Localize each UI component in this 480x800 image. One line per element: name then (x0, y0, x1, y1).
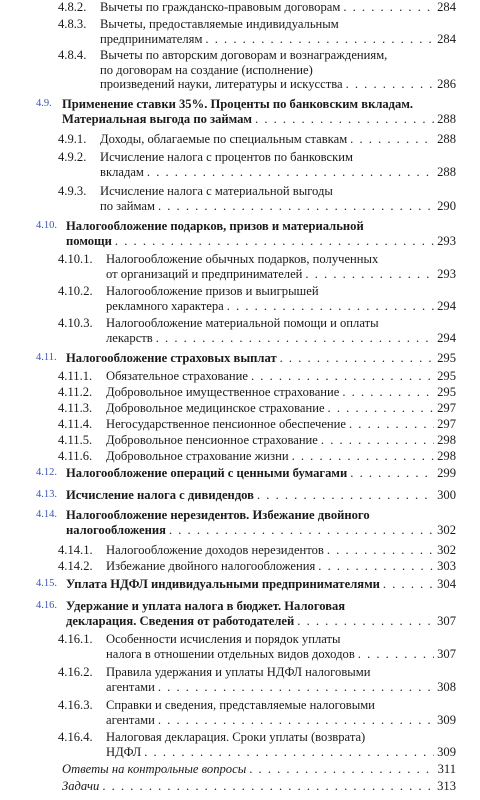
toc-entry-title: Налоговая декларация. Сроки уплаты (возврата) (106, 730, 366, 744)
leader-dots (292, 449, 435, 464)
toc-entry-title: налога в отношении отдельных видов доходов (106, 646, 355, 661)
toc-entry-title: Исчисление налога с материальной выгоды (100, 184, 333, 198)
leader-dots (158, 713, 434, 728)
toc-section-number: 4.11. (36, 352, 57, 363)
toc-entry-title: по договорам на создание (исполнение) (100, 62, 313, 77)
toc-section-number: 4.12. (36, 467, 57, 478)
toc-entry-page: 313 (437, 779, 456, 793)
leader-dots (102, 779, 434, 794)
toc-entry-title: Обязательное страхование (106, 369, 248, 383)
toc-entry-title: Особенности исчисления и порядок уплаты (106, 632, 341, 646)
toc-entry-number: 4.8.3. (58, 17, 87, 31)
toc-entry-number: 4.11.2. (58, 385, 93, 399)
toc-entry-title: Налогообложение обычных подарков, полученных (106, 252, 379, 266)
toc-entry-page: 284 (437, 0, 456, 14)
toc-entry-page: 284 (437, 31, 456, 46)
leader-dots (350, 132, 434, 147)
toc-entry-number: 4.10.1. (58, 252, 93, 266)
toc-entry-number: 4.9.2. (58, 150, 87, 164)
toc-entry-title: НДФЛ (106, 744, 142, 759)
toc-entry-title: Ответы на контрольные вопросы (62, 762, 247, 776)
toc-entry-title: по займам (100, 198, 155, 213)
toc-entry-page: 294 (437, 298, 456, 313)
leader-dots (147, 165, 434, 180)
toc-entry-page: 288 (437, 164, 456, 179)
toc-entry-number: 4.16.3. (58, 698, 93, 712)
toc-entry-number: 4.16.4. (58, 730, 93, 744)
toc-entry-title: Добровольное страхование жизни (106, 449, 289, 463)
toc-section-title: помощи (66, 233, 112, 248)
toc-entry-number: 4.10.3. (58, 316, 93, 330)
leader-dots (383, 577, 434, 592)
leader-dots (346, 77, 435, 92)
toc-entry-number: 4.8.2. (58, 0, 87, 14)
toc-entry-title: вкладам (100, 164, 144, 179)
leader-dots (321, 433, 434, 448)
toc-entry-page: 293 (437, 266, 456, 281)
toc-entry-number: 4.9.3. (58, 184, 87, 198)
toc-entry-title: Правила удержания и уплаты НДФЛ налоговыми (106, 665, 371, 679)
toc-entry-title: агентами (106, 679, 155, 694)
toc-section-title: Налогообложение операций с ценными бумагами (66, 466, 348, 480)
toc-entry-number: 4.10.2. (58, 284, 93, 298)
toc-entry-page: 295 (437, 369, 456, 383)
leader-dots (257, 488, 434, 503)
toc-entry-page: 307 (437, 613, 456, 628)
toc-entry-title: Справки и сведения, представляемые налоговыми (106, 698, 375, 712)
leader-dots (115, 234, 434, 249)
toc-entry-title: Вычеты, предоставляемые индивидуальным (100, 17, 339, 31)
leader-dots (342, 385, 434, 400)
toc-entry-number: 4.14.1. (58, 543, 93, 557)
leader-dots (249, 762, 434, 777)
toc-entry-title: Вычеты по гражданско-правовым договорам (100, 0, 341, 14)
toc-entry-page: 297 (437, 417, 456, 431)
toc-section-title: декларация. Сведения от работодателей (66, 613, 295, 628)
toc-entry-number: 4.9.1. (58, 132, 87, 146)
toc-section-title: Налогообложение нерезидентов. Избежание двойного (66, 508, 370, 522)
toc-entry-page: 297 (437, 401, 456, 415)
toc-entry-page: 294 (437, 330, 456, 345)
toc-entry-number: 4.11.6. (58, 449, 93, 463)
toc-entry-page: 309 (437, 744, 456, 759)
toc-section-title: Уплата НДФЛ индивидуальными предпринимателями (66, 577, 380, 591)
toc-entry-number: 4.11.4. (58, 417, 93, 431)
toc-entry-page: 311 (437, 762, 456, 776)
leader-dots (327, 543, 434, 558)
toc-entry-title: от организаций и предпринимателей (106, 266, 303, 281)
toc-section-number: 4.9. (36, 98, 52, 109)
toc-section-number: 4.13. (36, 489, 57, 500)
toc-entry-title: Налогообложение призов и выигрышей (106, 284, 319, 298)
leader-dots (297, 614, 434, 629)
toc-section-title: налогообложения (66, 522, 166, 537)
toc-entry-page: 295 (437, 351, 456, 365)
leader-dots (227, 299, 434, 314)
toc-entry-number: 4.11.1. (58, 369, 93, 383)
toc-entry-page: 299 (437, 466, 456, 480)
leader-dots (349, 417, 434, 432)
toc-entry-number: 4.8.4. (58, 48, 87, 62)
leader-dots (358, 647, 434, 662)
leader-dots (144, 745, 434, 760)
toc-entry-number: 4.11.3. (58, 401, 93, 415)
leader-dots (318, 559, 434, 574)
toc-entry-title: произведений науки, литературы и искусства (100, 77, 343, 91)
leader-dots (169, 523, 434, 538)
toc-entry-page: 295 (437, 385, 456, 399)
toc-entry-title: агентами (106, 712, 155, 727)
leader-dots (158, 680, 434, 695)
leader-dots (251, 369, 434, 384)
toc-entry-number: 4.11.5. (58, 433, 93, 447)
leader-dots (158, 199, 434, 214)
toc-section-title: Удержание и уплата налога в бюджет. Налоговая (66, 599, 346, 613)
toc-entry-number: 4.16.2. (58, 665, 93, 679)
leader-dots (205, 32, 434, 47)
toc-entry-title: Налогообложение доходов нерезидентов (106, 543, 324, 557)
toc-entry-number: 4.16.1. (58, 632, 93, 646)
toc-section-number: 4.16. (36, 600, 57, 611)
toc-entry-page: 308 (437, 679, 456, 694)
leader-dots (156, 331, 434, 346)
toc-entry-title: Налогообложение материальной помощи и оплаты (106, 316, 379, 330)
toc-entry-title: Добровольное пенсионное страхование (106, 433, 318, 447)
leader-dots (350, 466, 434, 481)
toc-section-title: Налогообложение подарков, призов и материальной (66, 219, 364, 233)
toc-entry-title: Добровольное медицинское страхование (106, 401, 325, 415)
toc-section-number: 4.10. (36, 220, 57, 231)
toc-entry-page: 309 (437, 712, 456, 727)
toc-entry-page: 302 (437, 522, 456, 537)
leader-dots (328, 401, 435, 416)
toc-entry-page: 298 (437, 433, 456, 447)
toc-entry-title: Задачи (62, 779, 100, 793)
toc-section-title: Материальная выгода по займам (62, 111, 253, 126)
toc-entry-page: 288 (437, 111, 456, 126)
toc-section-title: Исчисление налога с дивидендов (66, 488, 254, 502)
toc-entry-page: 300 (437, 488, 456, 502)
leader-dots (280, 351, 434, 366)
toc-entry-page: 302 (437, 543, 456, 557)
toc-entry-title: Добровольное имущественное страхование (106, 385, 340, 399)
toc-entry-title: рекламного характера (106, 298, 224, 313)
toc-entry-page: 293 (437, 233, 456, 248)
toc-entry-page: 286 (437, 77, 456, 91)
toc-entry-page: 290 (437, 198, 456, 213)
toc-entry-page: 304 (437, 577, 456, 591)
toc-entry-title: предпринимателям (100, 31, 203, 46)
leader-dots (305, 267, 434, 282)
toc-entry (0, 0, 456, 15)
toc-entry-page: 303 (437, 559, 456, 573)
toc-entry-title: Вычеты по авторским договорам и вознаграждениям, (100, 48, 388, 62)
toc-section-title: Применение ставки 35%. Проценты по банковским вкладам. (62, 97, 414, 111)
toc-entry-page: 288 (437, 132, 456, 146)
toc-section-number: 4.15. (36, 578, 57, 589)
toc-entry-title: Негосударственное пенсионное обеспечение (106, 417, 346, 431)
toc-entry-title: лекарств (106, 330, 153, 345)
toc-entry-title: Избежание двойного налогообложения (106, 559, 316, 573)
toc-section-number: 4.14. (36, 509, 57, 520)
toc-entry-page: 298 (437, 449, 456, 463)
toc-entry-title: Доходы, облагаемые по специальным ставкам (100, 132, 348, 146)
toc-entry-number: 4.14.2. (58, 559, 93, 573)
leader-dots (343, 0, 434, 15)
toc-entry-title: Исчисление налога с процентов по банковским (100, 150, 353, 164)
toc-section-title: Налогообложение страховых выплат (66, 351, 277, 365)
toc-entry-page: 307 (437, 646, 456, 661)
leader-dots (255, 112, 434, 127)
